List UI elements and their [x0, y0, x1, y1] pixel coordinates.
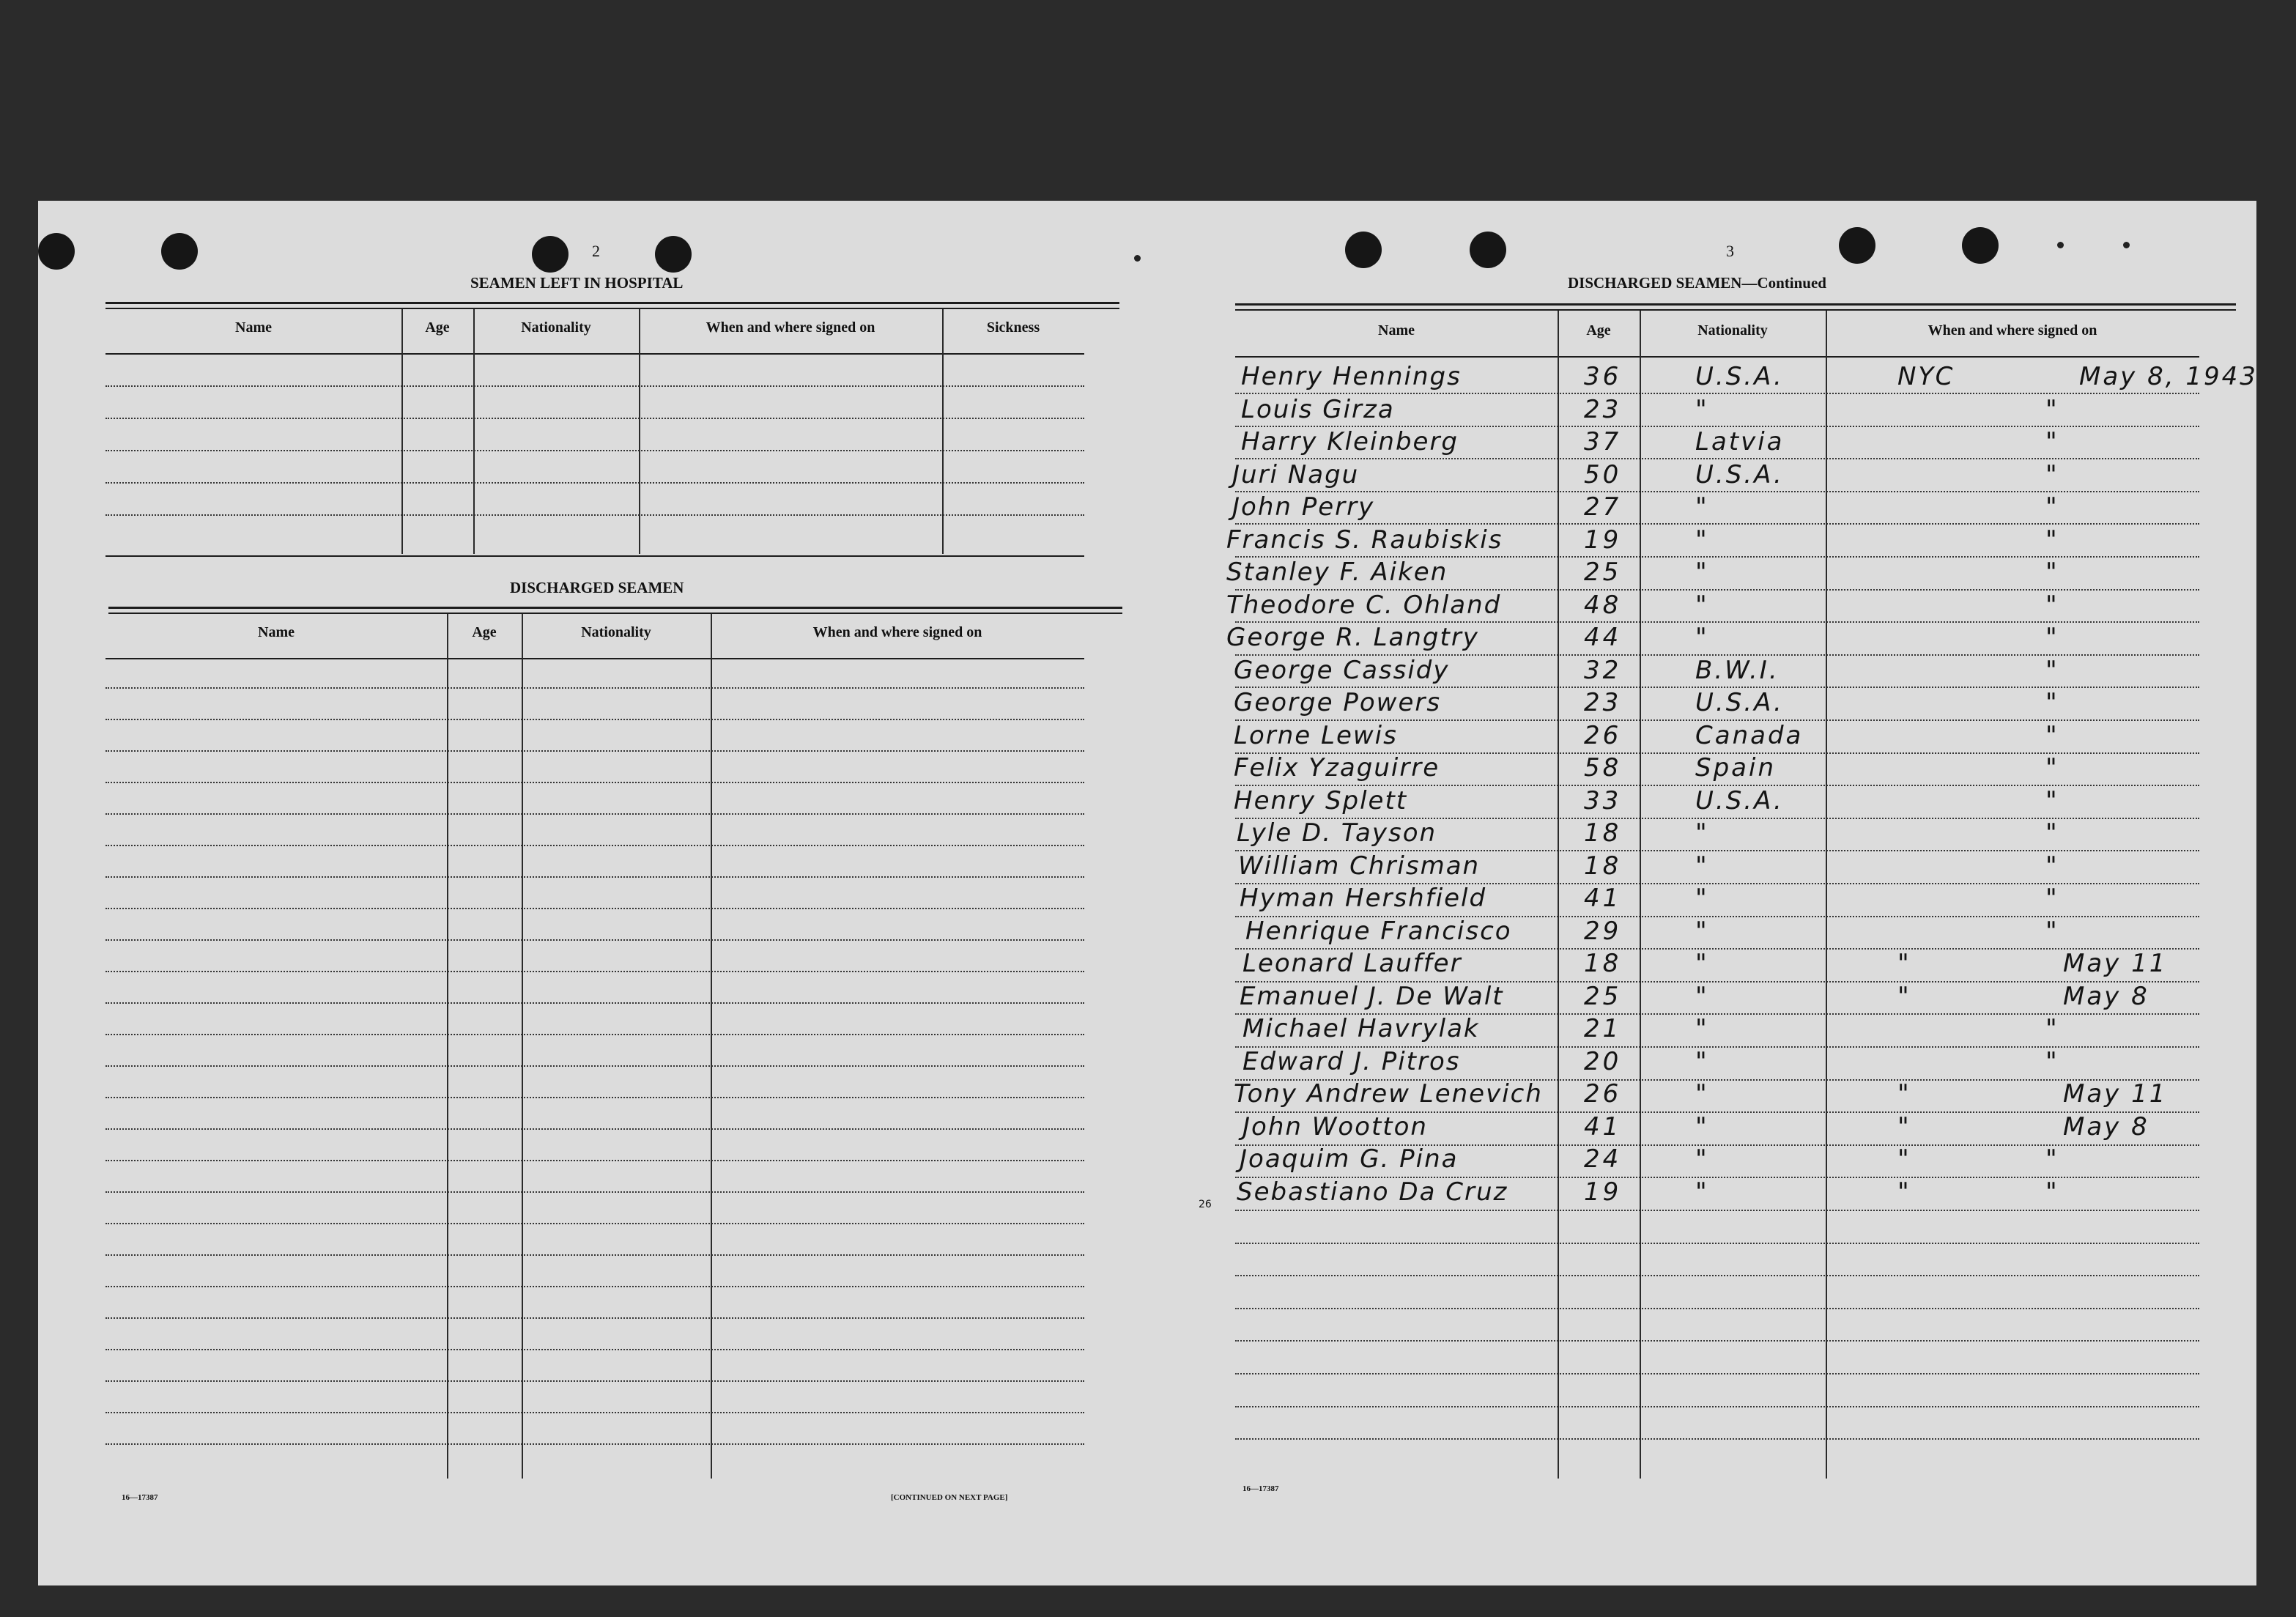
punch-hole [655, 236, 692, 273]
signed-on-date: " [2045, 394, 2059, 424]
signed-on-date: " [2045, 459, 2059, 489]
row-line [1235, 1373, 2199, 1374]
seaman-nationality: " [1695, 884, 1709, 913]
seaman-nationality: B.W.I. [1695, 655, 1780, 685]
seaman-name: Henry Splett [1234, 785, 1408, 815]
row-line [1235, 1275, 2199, 1276]
seaman-name: Sebastiano Da Cruz [1237, 1177, 1508, 1207]
seaman-age: 33 [1584, 785, 1622, 815]
seaman-nationality: " [1695, 492, 1709, 522]
column-header: Age [472, 624, 497, 640]
column-divider [473, 309, 475, 554]
signed-on-place: " [1897, 949, 1911, 978]
signed-on-date: " [2045, 525, 2059, 555]
row-line [105, 1160, 1084, 1161]
seaman-age: 18 [1584, 818, 1622, 848]
row-line [105, 1443, 1084, 1445]
signed-on-date: " [2045, 427, 2059, 456]
signed-on-date: " [2045, 1046, 2059, 1076]
seaman-name: Felix Yzaguirre [1234, 753, 1440, 782]
header-rule [105, 353, 1084, 355]
row-line [105, 385, 1084, 387]
signed-on-date: " [2045, 916, 2059, 946]
signed-on-date: " [2045, 655, 2059, 685]
seaman-nationality: " [1695, 394, 1709, 424]
signed-on-date: " [2045, 720, 2059, 750]
column-header: When and where signed on [706, 319, 875, 336]
discharged-continued-title: DISCHARGED SEAMEN—Continued [1568, 274, 1826, 292]
seaman-name: Theodore C. Ohland [1226, 590, 1502, 620]
continued-note: [CONTINUED ON NEXT PAGE] [891, 1493, 1008, 1502]
form-number: 16—17387 [1243, 1484, 1279, 1493]
column-header: Nationality [521, 319, 591, 336]
seaman-age: 48 [1584, 590, 1622, 620]
seaman-nationality: Spain [1695, 753, 1776, 782]
seaman-nationality: U.S.A. [1695, 785, 1784, 815]
seaman-nationality: " [1695, 1144, 1709, 1174]
column-header: Name [1378, 322, 1415, 338]
signed-on-date: May 8 [2063, 981, 2149, 1011]
seaman-age: 26 [1584, 720, 1622, 750]
signed-on-date: May 8, 1943 [2079, 362, 2258, 391]
seaman-name: Hyman Hershfield [1240, 884, 1487, 913]
row-line [105, 1254, 1084, 1256]
seaman-nationality: U.S.A. [1695, 459, 1784, 489]
seaman-nationality: " [1695, 590, 1709, 620]
seaman-age: 36 [1584, 362, 1622, 391]
signed-on-date: " [2045, 688, 2059, 717]
seaman-age: 37 [1584, 427, 1622, 456]
seaman-name: Michael Havrylak [1243, 1014, 1480, 1043]
seaman-age: 24 [1584, 1144, 1622, 1174]
seaman-nationality: Canada [1695, 720, 1804, 750]
signed-on-date: " [2045, 492, 2059, 522]
seaman-nationality: " [1695, 818, 1709, 848]
column-divider [639, 309, 640, 554]
seaman-age: 44 [1584, 623, 1622, 652]
column-header: Name [235, 319, 272, 336]
seaman-nationality: U.S.A. [1695, 688, 1784, 717]
seaman-name: George R. Langtry [1226, 623, 1479, 652]
row-line [105, 1412, 1084, 1413]
row-line [105, 813, 1084, 815]
punch-hole [1345, 232, 1382, 268]
seaman-nationality: " [1695, 623, 1709, 652]
seaman-age: 25 [1584, 558, 1622, 587]
row-line [105, 719, 1084, 720]
hospital-section-title: SEAMEN LEFT IN HOSPITAL [470, 274, 684, 292]
column-divider [1558, 311, 1559, 1479]
form-number: 16—17387 [122, 1493, 158, 1502]
row-line [1235, 393, 2199, 394]
row-line [105, 908, 1084, 909]
signed-on-place: " [1897, 1144, 1911, 1174]
signed-on-date: " [2045, 558, 2059, 587]
seaman-nationality: " [1695, 916, 1709, 946]
ink-speck [2057, 242, 2064, 248]
column-header: Age [1586, 322, 1611, 338]
column-divider [1640, 311, 1641, 1479]
page-number: 2 [592, 242, 600, 260]
row-line [1235, 1243, 2199, 1244]
seaman-age: 27 [1584, 492, 1622, 522]
seaman-age: 20 [1584, 1046, 1622, 1076]
seaman-nationality: " [1695, 525, 1709, 555]
seaman-age: 26 [1584, 1079, 1622, 1109]
signed-on-place: " [1897, 981, 1911, 1011]
column-header: When and where signed on [812, 624, 982, 640]
signed-on-date: May 11 [2063, 949, 2168, 978]
signed-on-date: " [2045, 818, 2059, 848]
seaman-name: Tony Andrew Lenevich [1234, 1079, 1543, 1109]
header-rule [105, 658, 1084, 659]
row-line [105, 845, 1084, 846]
row-line [105, 876, 1084, 878]
signed-on-date: May 11 [2063, 1079, 2168, 1109]
row-line [1235, 1406, 2199, 1407]
seaman-name: Stanley F. Aiken [1226, 558, 1448, 587]
punch-hole [38, 233, 75, 270]
seaman-nationality: Latvia [1695, 427, 1785, 456]
seaman-age: 25 [1584, 981, 1622, 1011]
seaman-name: William Chrisman [1238, 851, 1481, 881]
row-line [105, 1065, 1084, 1067]
seaman-age: 21 [1584, 1014, 1622, 1043]
seaman-name: Leonard Lauffer [1243, 949, 1462, 978]
seaman-age: 23 [1584, 688, 1622, 717]
signed-on-date: " [2045, 623, 2059, 652]
signed-on-date: " [2045, 753, 2059, 782]
signed-on-date: " [2045, 851, 2059, 881]
signed-on-date: " [2045, 1177, 2059, 1207]
column-header: Sickness [986, 319, 1040, 336]
row-line [105, 939, 1084, 941]
seaman-nationality: " [1695, 1079, 1709, 1109]
seaman-nationality: " [1695, 1177, 1709, 1207]
seaman-age: 19 [1584, 525, 1622, 555]
seaman-age: 19 [1584, 1177, 1622, 1207]
seaman-name: Lyle D. Tayson [1237, 818, 1437, 848]
seaman-nationality: U.S.A. [1695, 362, 1784, 391]
signed-on-date: " [2045, 1144, 2059, 1174]
row-line [105, 971, 1084, 972]
seaman-name: Joaquim G. Pina [1240, 1144, 1459, 1174]
row-line [105, 418, 1084, 419]
punch-hole [161, 233, 198, 270]
seaman-name: George Cassidy [1234, 655, 1450, 685]
seaman-age: 18 [1584, 949, 1622, 978]
row-line [1235, 1340, 2199, 1342]
seaman-name: Lorne Lewis [1234, 720, 1398, 750]
seaman-name: Emanuel J. De Walt [1240, 981, 1504, 1011]
column-header: Age [425, 319, 450, 336]
row-line [105, 1349, 1084, 1350]
row-line [105, 1002, 1084, 1004]
seaman-nationality: " [1695, 949, 1709, 978]
signed-on-date: " [2045, 884, 2059, 913]
seaman-nationality: " [1695, 851, 1709, 881]
column-divider [401, 309, 403, 554]
punch-hole [1839, 227, 1875, 264]
row-line [105, 1317, 1084, 1319]
punch-hole [1470, 232, 1506, 268]
row-line [105, 1223, 1084, 1224]
signed-on-date: " [2045, 785, 2059, 815]
seaman-nationality: " [1695, 1111, 1709, 1141]
seaman-name: Henrique Francisco [1245, 916, 1512, 946]
punch-hole [1962, 227, 1999, 264]
signed-on-date: May 8 [2063, 1111, 2149, 1141]
seaman-nationality: " [1695, 1046, 1709, 1076]
seaman-nationality: " [1695, 558, 1709, 587]
seaman-name: Francis S. Raubiskis [1226, 525, 1503, 555]
signed-on-place: " [1897, 1177, 1911, 1207]
table-bottom-rule [105, 555, 1084, 557]
column-header: Name [258, 624, 295, 640]
seaman-name: John Wootton [1243, 1111, 1428, 1141]
column-header: Nationality [581, 624, 651, 640]
seaman-name: Juri Nagu [1232, 459, 1360, 489]
row-line [105, 782, 1084, 783]
seaman-age: 23 [1584, 394, 1622, 424]
row-line [105, 1034, 1084, 1035]
seaman-name: Henry Hennings [1241, 362, 1462, 391]
seaman-name: Harry Kleinberg [1241, 427, 1459, 456]
row-line [105, 1128, 1084, 1130]
row-line [1235, 1210, 2199, 1211]
column-divider [1826, 311, 1827, 1479]
seaman-age: 41 [1584, 884, 1622, 913]
column-header: Nationality [1697, 322, 1768, 338]
row-line [105, 514, 1084, 516]
row-line [105, 1097, 1084, 1098]
seaman-name: Edward J. Pitros [1243, 1046, 1461, 1076]
discharged-section-title: DISCHARGED SEAMEN [510, 579, 684, 596]
seaman-name: John Perry [1232, 492, 1375, 522]
ink-speck [1134, 255, 1141, 262]
margin-note: 26 [1199, 1199, 1212, 1210]
seaman-age: 50 [1584, 459, 1622, 489]
seaman-age: 18 [1584, 851, 1622, 881]
row-line [105, 750, 1084, 752]
signed-on-date: " [2045, 1014, 2059, 1043]
punch-hole [532, 236, 569, 273]
page-number: 3 [1726, 242, 1734, 260]
seaman-name: George Powers [1234, 688, 1442, 717]
seaman-name: Louis Girza [1241, 394, 1395, 424]
seaman-age: 32 [1584, 655, 1622, 685]
header-rule [1235, 356, 2199, 358]
ink-speck [2123, 242, 2130, 248]
ledger-paper [38, 201, 2256, 1585]
seaman-age: 29 [1584, 916, 1622, 946]
signed-on-place: " [1897, 1079, 1911, 1109]
row-line [105, 482, 1084, 484]
row-line [105, 1380, 1084, 1382]
signed-on-date: " [2045, 590, 2059, 620]
signed-on-place: " [1897, 1111, 1911, 1141]
row-line [1235, 458, 2199, 459]
row-line [105, 450, 1084, 451]
seaman-nationality: " [1695, 1014, 1709, 1043]
row-line [105, 1286, 1084, 1287]
row-line [105, 687, 1084, 689]
column-header: When and where signed on [1927, 322, 2097, 338]
seaman-age: 41 [1584, 1111, 1622, 1141]
column-divider [942, 309, 944, 554]
row-line [105, 1191, 1084, 1193]
row-line [1235, 1438, 2199, 1440]
row-line [1235, 1308, 2199, 1309]
seaman-nationality: " [1695, 981, 1709, 1011]
seaman-age: 58 [1584, 753, 1622, 782]
signed-on-place: NYC [1897, 362, 1955, 391]
